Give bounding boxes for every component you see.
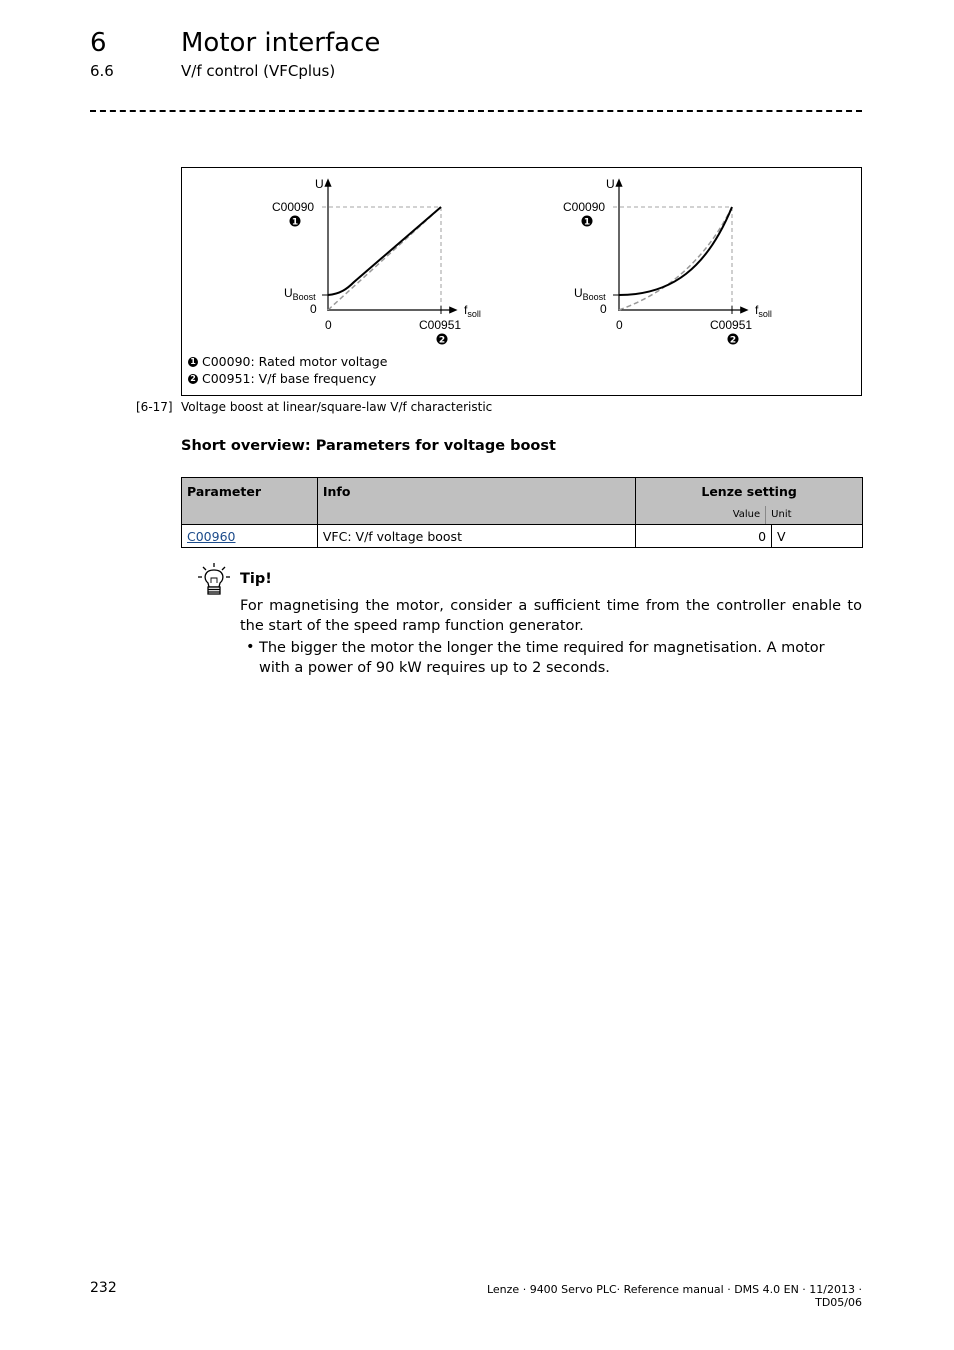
badge-1-number: 1	[583, 217, 591, 228]
square-law-vf-chart	[563, 177, 772, 346]
c00951-label: C00951	[710, 318, 753, 332]
unit-header: Unit	[771, 509, 792, 520]
figure-caption: Voltage boost at linear/square-law V/f characteristic	[181, 400, 493, 414]
header-divider	[90, 110, 862, 112]
uboost-label: $U_{Boost}$	[284, 286, 316, 302]
u-axis-label: U	[315, 177, 324, 191]
c00951-label: C00951	[419, 318, 462, 332]
parameter-cell	[182, 525, 318, 548]
origin-y-label: 0	[600, 302, 607, 316]
figure-number: [6-17]	[136, 400, 173, 414]
info-header: Info	[317, 478, 635, 525]
tip-bullet: The bigger the motor the longer the time required for magnetisation. A motor with a power of 90 kW requires up to 2 seconds.	[259, 640, 825, 676]
linear-vf-chart	[272, 177, 481, 346]
parameter-header: Parameter	[182, 478, 318, 525]
lightbulb-icon	[197, 562, 231, 600]
section-number: 6.6	[90, 62, 114, 80]
chapter-title: Motor interface	[181, 28, 381, 58]
footer-doc-info: Lenze · 9400 Servo PLC· Reference manual · DMS 4.0 EN · 11/2013 · TD05/06	[486, 1283, 862, 1309]
table-row	[182, 525, 863, 548]
boosted-linear-curve	[328, 207, 441, 295]
badge-2-number: 2	[438, 335, 446, 346]
table-header-row	[182, 478, 863, 525]
u-axis-label: U	[606, 177, 615, 191]
value-header: Value	[636, 506, 766, 524]
legend-mark: 1	[188, 357, 198, 367]
lenze-subheader	[636, 506, 862, 524]
lenze-setting-title: Lenze setting	[701, 484, 797, 499]
legend-mark: 2	[188, 374, 198, 384]
badge-2-number: 2	[729, 335, 737, 346]
origin-x-label: 0	[325, 318, 332, 332]
tip-paragraph: For magnetising the motor, consider a sufficient time from the controller enable to the start of the speed ramp function generator.	[240, 598, 862, 634]
info-cell: VFC: V/f voltage boost	[317, 525, 635, 548]
badge-1-number: 1	[291, 217, 299, 228]
lenze-setting-header	[636, 478, 863, 525]
overview-heading: Short overview: Parameters for voltage boost	[181, 438, 556, 454]
c00090-label: C00090	[563, 200, 606, 214]
legend-item	[188, 371, 376, 386]
legend-item	[188, 354, 387, 369]
section-title: V/f control (VFCplus)	[181, 62, 336, 80]
legend-text: C00951: V/f base frequency	[202, 371, 377, 386]
chapter-number: 6	[90, 28, 107, 58]
origin-y-label: 0	[310, 302, 317, 316]
bullet-marker: •	[246, 639, 255, 655]
fsoll-label: $f_{soll}$	[464, 303, 481, 319]
parameter-table	[181, 477, 863, 548]
unit-cell: V	[772, 525, 863, 548]
c00090-label: C00090	[272, 200, 315, 214]
value-cell: 0	[636, 525, 772, 548]
vf-characteristic-figure	[181, 167, 862, 396]
uboost-label: $U_{Boost}$	[574, 286, 606, 302]
legend-text: C00090: Rated motor voltage	[202, 354, 388, 369]
tip-label: Tip!	[240, 571, 272, 587]
parameter-link[interactable]: C00960	[187, 528, 236, 544]
boosted-square-curve	[619, 207, 732, 295]
fsoll-label: $f_{soll}$	[755, 303, 772, 319]
page-number: 232	[90, 1280, 117, 1296]
origin-x-label: 0	[616, 318, 623, 332]
